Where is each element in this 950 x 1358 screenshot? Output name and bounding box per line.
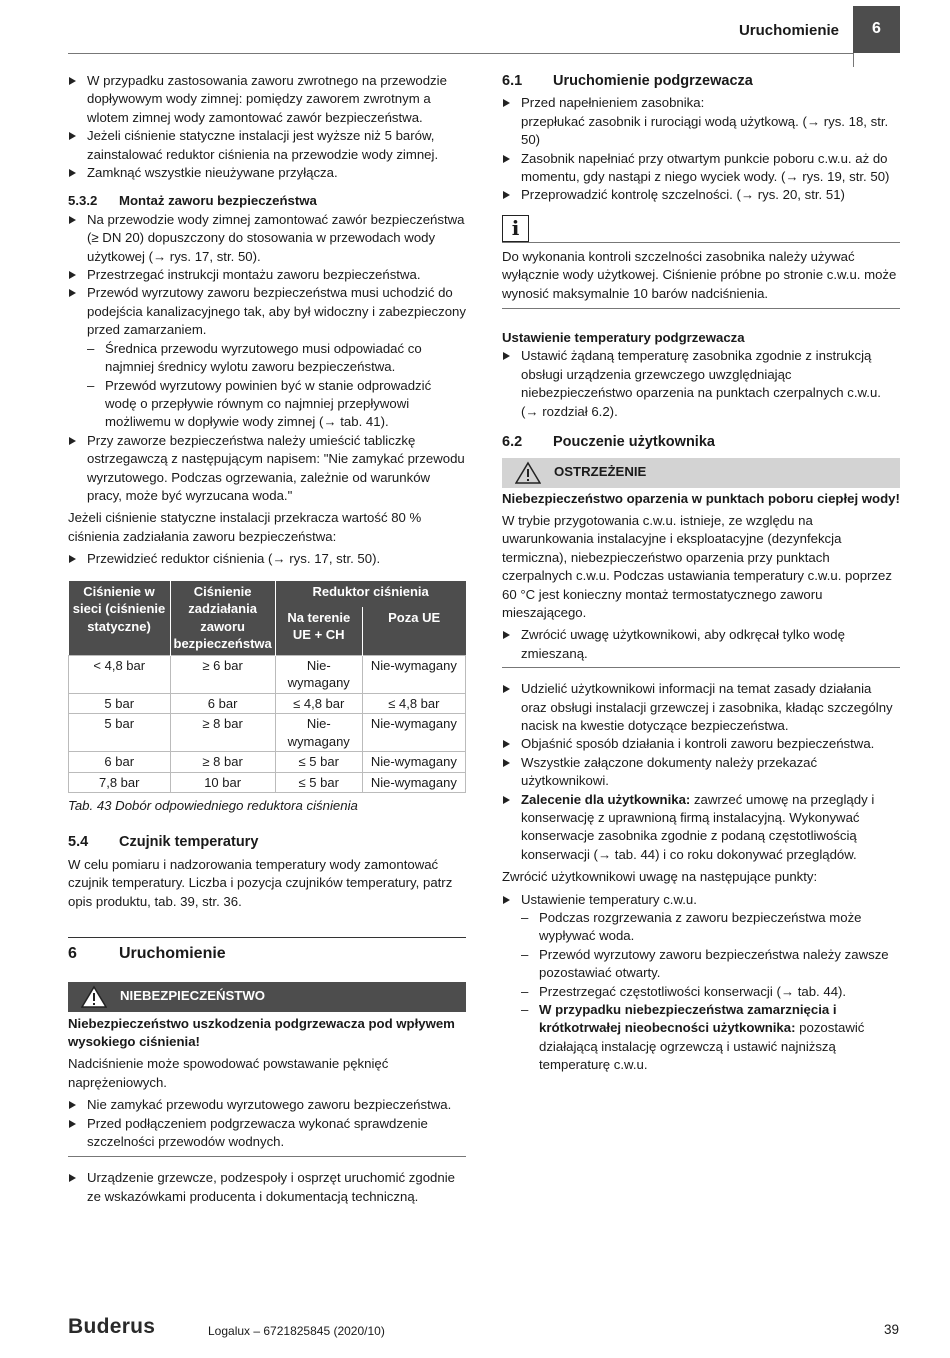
danger-block-end <box>68 1115 466 1158</box>
bullet-check-valve: W przypadku zastosowania zaworu zwrotnego na przewodzie dopływowym wody zimnej: pomiędzy zaworem zwrotnym a wlotem zimnej wody zamontować zawór bezpieczeństwa. <box>68 72 466 127</box>
bullet-inform-user: Udzielić użytkownikowi informacji na temat zasady działania oraz obsługi instalacji grzewczej i zasobnika, kładąc szczególny nacisk na kwestie dotyczące bezpieczeństwa. <box>502 680 900 735</box>
bullet-start-heating-device: Urządzenie grzewcze, podzespoły i osprzęt uruchomić zgodnie ze wskazówkami producenta i dokumentacją techniczną. <box>68 1169 466 1206</box>
section-heading-6-2: 6.2 Pouczenie użytkownika <box>502 434 715 451</box>
bullet-explain-valve: Objaśnić sposób działania i kontroli zaworu bezpieczeństwa. <box>502 735 900 753</box>
table-cell: Nie-wymagany <box>275 655 362 693</box>
table-header-outside-eu: Poza UE <box>362 607 465 655</box>
bullet-fill-tank: Zasobnik napełniać przy otwartym punkcie poboru c.w.u. aż do momentu, gdy nastąpi z niego wyciek wody. (→ rys. 19, str. 50) <box>502 150 900 187</box>
dash-item-maintenance: – Przestrzegać częstotliwości konserwacji (→ tab. 44). <box>521 983 847 999</box>
table-row <box>69 772 466 793</box>
bullet-discharge-pipe: Przewód wyrzutowy zaworu bezpieczeństwa musi uchodzić do podejścia kanalizacyjnego tak, aby był widoczny i zabezpieczony przed zamarzaniem. <box>68 284 466 339</box>
table-row <box>69 714 466 752</box>
table-cell: ≥ 8 bar <box>170 752 275 773</box>
chapter-heading-6: 6 Uruchomienie <box>68 937 466 963</box>
table-cell: Nie-wymagany <box>362 752 465 773</box>
paragraph-temperature-sensor: W celu pomiaru i nadzorowania temperatury wody zamontować czujnik temperatury. Liczba i pozycja czujników temperatury, patrz opis produktu, tab. 39, str. 36. <box>68 856 453 909</box>
danger-label: NIEBEZPIECZEŃSTWO <box>120 988 266 1004</box>
info-note <box>502 243 900 309</box>
table-row <box>69 752 466 773</box>
footer-document-id: Logalux – 6721825845 (2020/10) <box>208 1324 385 1338</box>
table-cell: ≤ 4,8 bar <box>275 693 362 714</box>
table-cell: 10 bar <box>170 772 275 793</box>
danger-text: Nadciśnienie może spowodować powstawanie pęknięć naprężeniowych. <box>68 1056 389 1090</box>
dash-item-frost: – W przypadku niebezpieczeństwa zamarznięcia i krótkotrwałej nieobecności użytkownika: pozostawić działającą instalację ogrzewczą i ustawić najniższą temperaturę c.w.u. <box>521 1002 865 1073</box>
table-cell: Nie-wymagany <box>362 714 465 752</box>
bullet-set-temperature: Ustawić żądaną temperaturę zasobnika zgodnie z instrukcją obsługi urządzenia grzewczego uwzględniając niebezpieczeństwo oparzenia na punktach czerpalnych c.w.u. (→ rozdział 6.2). <box>502 347 900 421</box>
table-header-valve-pressure: Ciśnienie zadziałania zaworu bezpieczeństwa <box>170 581 275 656</box>
table-cell: ≤ 5 bar <box>275 772 362 793</box>
header-rule-tick <box>853 53 854 67</box>
bullet-close-connections: Zamknąć wszystkie nieużywane przyłącza. <box>68 164 466 182</box>
table-caption: Tab. 43 Dobór odpowiedniego reduktora ciśnienia <box>68 798 358 814</box>
table-cell: Nie-wymagany <box>362 655 465 693</box>
table-header-network-pressure: Ciśnienie w sieci (ciśnienie statyczne) <box>69 581 171 656</box>
section-heading-6-1: 6.1 Uruchomienie podgrzewacza <box>502 73 753 89</box>
page-number: 39 <box>884 1322 900 1337</box>
header-rule <box>68 53 853 54</box>
danger-bullet-leak-test: Przed podłączeniem podgrzewacza wykonać sprawdzenie szczelności przewodów wodnych. <box>68 1115 466 1152</box>
reducer-table <box>68 581 466 794</box>
table-cell: 5 bar <box>69 693 171 714</box>
heading-tank-temperature: Ustawienie temperatury podgrzewacza <box>502 330 745 346</box>
danger-heading: Niebezpieczeństwo uszkodzenia podgrzewacza pod wpływem wysokiego ciśnienia! <box>68 1015 455 1049</box>
table-cell: ≥ 8 bar <box>170 714 275 752</box>
danger-bullet-dont-close: Nie zamykać przewodu wyrzutowego zaworu bezpieczeństwa. <box>68 1096 466 1114</box>
table-cell: 6 bar <box>69 752 171 773</box>
table-cell: Nie-wymagany <box>362 772 465 793</box>
dash-item-heating-water: – Podczas rozgrzewania z zaworu bezpieczeństwa może wypływać woda. <box>521 910 862 944</box>
bullet-hand-over-docs: Wszystkie załączone dokumenty należy przekazać użytkownikowi. <box>502 754 900 791</box>
info-icon: i <box>502 215 529 242</box>
table-cell: 7,8 bar <box>69 772 171 793</box>
warning-banner <box>502 458 900 488</box>
table-header-eu-ch: Na terenie UE + CH <box>275 607 362 655</box>
table-cell: 5 bar <box>69 714 171 752</box>
table-cell: ≥ 6 bar <box>170 655 275 693</box>
info-note-text: Do wykonania kontroli szczelności zasobnika należy używać wyłącznie wody użytkowej. Ciśnienie próbne po stronie c.w.u. może wynosić maksymalnie 10 barów nadciśnienia. <box>502 248 897 301</box>
right-column <box>502 72 900 1075</box>
dash-item-diameter: – Średnica przewodu wyrzutowego musi odpowiadać co najmniej średnicy wylotu zaworu bezpieczeństwa. <box>87 340 422 375</box>
warning-block-end <box>502 626 900 668</box>
paragraph-points: Zwrócić użytkownikowi uwagę na następujące punkty: <box>502 869 818 885</box>
table-cell: < 4,8 bar <box>69 655 171 693</box>
table-row <box>69 693 466 714</box>
chapter-number-badge: 6 <box>853 6 900 53</box>
table-header-reducer: Reduktor ciśnienia <box>275 581 465 607</box>
info-note-header <box>502 215 900 243</box>
bullet-leak-check: Przeprowadzić kontrolę szczelności. (→ rys. 20, str. 51) <box>502 186 900 204</box>
table-cell: ≤ 4,8 bar <box>362 693 465 714</box>
bullet-warning-plate: Przy zaworze bezpieczeństwa należy umieścić tabliczkę ostrzegawczą z następującym napisem: "Nie zamykać przewodu wyrzutowego. Podczas ogrzewania, zależnie od warunków pracy, może być wyrzucana woda." <box>68 432 466 506</box>
warning-bullet-mixed-water: Zwrócić uwagę użytkownikowi, aby odkręcał tylko wodę zmieszaną. <box>502 626 900 663</box>
paragraph-80-percent: Jeżeli ciśnienie statyczne instalacji przekracza wartość 80 % ciśnienia zadziałania zaworu bezpieczeństwa: <box>68 510 422 544</box>
warning-text: W trybie przygotowania c.w.u. istnieje, ze względu na uwarunkowania instalacyjne i eksploatacyjne (dezynfekcja termiczna), niebezpieczeństwo oparzenia przy punktach czerpalnych c.w.u. Podczas ustawiania temperatury c.w.u. poprzez 60 °C jest konieczny montaż termostatycznego zaworu mieszającego. <box>502 512 892 620</box>
warning-label: OSTRZEŻENIE <box>554 464 647 480</box>
warning-heading: Niebezpieczeństwo oparzenia w punktach poboru ciepłej wody! <box>502 490 900 506</box>
dash-item-flow: – Przewód wyrzutowy powinien być w stanie odprowadzić wodę o przepływie równym co najmniej przepływowi możliwemu w dopływie wody zimnej (→ tab. 41). <box>87 377 432 430</box>
table-row <box>69 655 466 693</box>
left-column <box>68 72 466 1206</box>
table-cell: ≤ 5 bar <box>275 752 362 773</box>
bullet-before-filling: Przed napełnieniem zasobnika: przepłukać zasobnik i rurociągi wodą użytkową. (→ rys. 18, str. 50) <box>502 94 900 149</box>
section-heading-5-4: 5.4 Czujnik temperatury <box>68 834 259 851</box>
dash-item-pipe-open: – Przewód wyrzutowy zaworu bezpieczeństwa należy zawsze pozostawiać otwarty. <box>521 946 889 981</box>
bullet-follow-instructions: Przestrzegać instrukcji montażu zaworu bezpieczeństwa. <box>68 266 466 284</box>
bullet-dhw-temperature: Ustawienie temperatury c.w.u. <box>502 891 900 909</box>
header-title: Uruchomienie <box>738 22 839 39</box>
table-cell: Nie-wymagany <box>275 714 362 752</box>
bullet-install-valve: Na przewodzie wody zimnej zamontować zawór bezpieczeństwa (≥ DN 20) dopuszczony do stosowania w przewodach wody użytkowej (→ rys. 17, str. 50). <box>68 211 466 266</box>
bullet-provide-reducer: Przewidzieć reduktor ciśnienia (→ rys. 17, str. 50). <box>68 550 466 568</box>
warning-triangle-icon <box>502 461 554 485</box>
bullet-pressure-reducer: Jeżeli ciśnienie statyczne instalacji jest wyższe niż 5 barów, zainstalować reduktor ciśnienia na przewodzie wody zimnej. <box>68 127 466 164</box>
warning-triangle-icon <box>68 985 120 1009</box>
brand-logo: Buderus <box>68 1315 156 1338</box>
danger-banner <box>68 982 466 1012</box>
table-cell: 6 bar <box>170 693 275 714</box>
bullet-recommendation: Zalecenie dla użytkownika: zawrzeć umowę na przeglądy i konserwację z uprawnioną firmą instalacyjną. Wykonywać konserwacje zasobnika zgodnie z podaną częstotliwością konserwacji (→ tab. 44) i co roku dokonywać przeglądów. <box>502 791 900 865</box>
section-heading-5-3-2: 5.3.2 Montaż zaworu bezpieczeństwa <box>68 193 317 209</box>
